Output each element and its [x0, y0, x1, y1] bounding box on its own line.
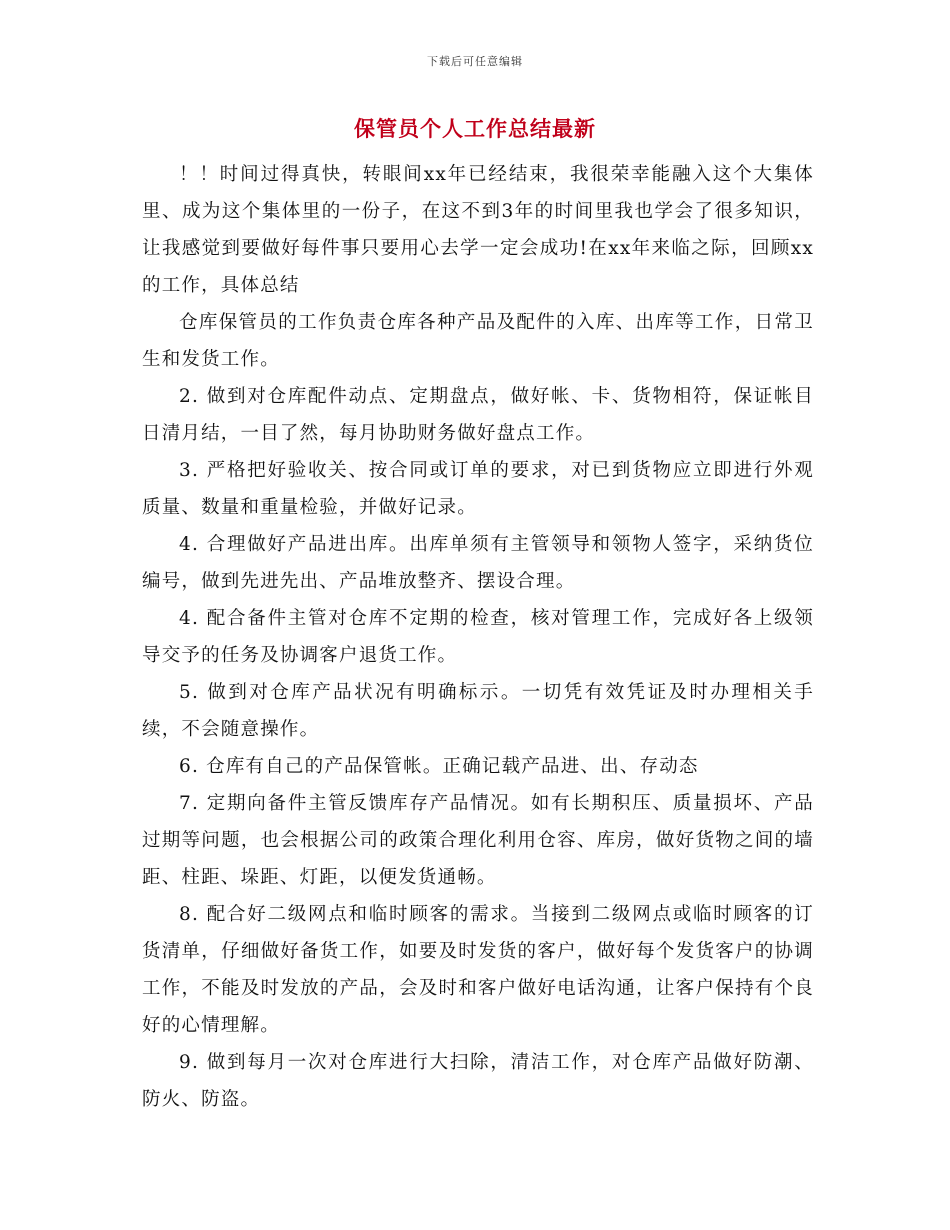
paragraph-item-8: 8. 配合好二级网点和临时顾客的需求。当接到二级网点或临时顾客的订货清单，仔细做好备货工作，如要及时发货的客户，做好每个发货客户的协调工作，不能及时发放的产品，会及时和客户做好电话沟通，让客户保持有个良好的心情理解。: [142, 904, 814, 1036]
paragraph-item-4b: 4. 配合备件主管对仓库不定期的检查，核对管理工作，完成好各上级领导交予的任务及协调客户退货工作。: [142, 608, 814, 666]
paragraph-item-5: 5. 做到对仓库产品状况有明确标示。一切凭有效凭证及时办理相关手续，不会随意操作。: [142, 682, 814, 740]
paragraph-item-7: 7. 定期向备件主管反馈库存产品情况。如有长期积压、质量损坏、产品过期等问题，也会根据公司的政策合理化利用仓容、库房，做好货物之间的墙距、柱距、垛距、灯距，以便发货通畅。: [142, 793, 814, 888]
paragraph-item-2: 2. 做到对仓库配件动点、定期盘点，做好帐、卡、货物相符，保证帐目日清月结，一目了然，每月协助财务做好盘点工作。: [142, 386, 814, 444]
paragraph-item-9: 9. 做到每月一次对仓库进行大扫除，清洁工作，对仓库产品做好防潮、防火、防盗。: [142, 1052, 814, 1110]
header-note: 下载后可任意编辑: [427, 55, 523, 68]
paragraph-item-4a: 4. 合理做好产品进出库。出库单须有主管领导和领物人签字，采纳货位编号，做到先进先出、产品堆放整齐、摆设合理。: [142, 534, 814, 592]
document-body: [142, 156, 814, 1118]
paragraph-item-6: 6. 仓库有自己的产品保管帐。正确记载产品进、出、存动态: [179, 756, 699, 777]
paragraph-duty: 仓库保管员的工作负责仓库各种产品及配件的入库、出库等工作，日常卫生和发货工作。: [142, 312, 814, 370]
document-title: 保管员个人工作总结最新: [354, 116, 596, 141]
paragraph-item-3: 3. 严格把好验收关、按合同或订单的要求，对已到货物应立即进行外观质量、数量和重量检验，并做好记录。: [142, 460, 814, 518]
paragraph-intro: ！！时间过得真快，转眼间xx年已经结束，我很荣幸能融入这个大集体里、成为这个集体里的一份子，在这不到3年的时间里我也学会了很多知识，让我感觉到要做好每件事只要用心去学一定会成功!在xx年来临之际，回顾xx的工作，具体总结: [142, 164, 814, 296]
